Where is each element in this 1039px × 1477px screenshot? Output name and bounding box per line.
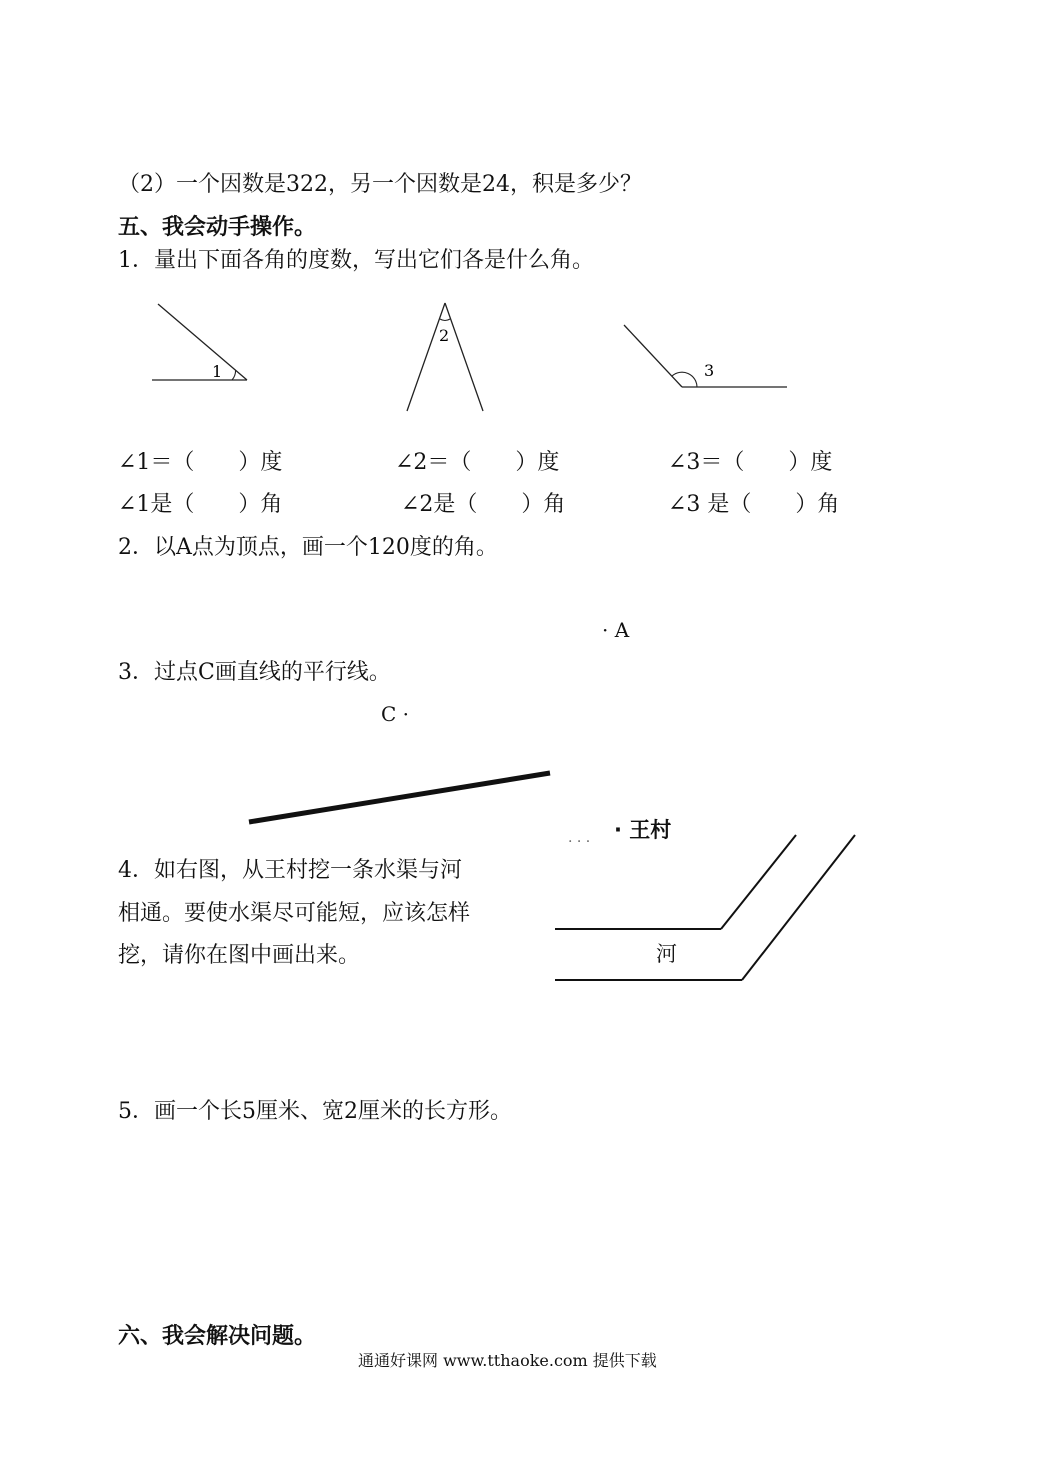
angle-2-label: 2 — [439, 326, 450, 345]
angle-2-type-blank: ∠2是（ ）角 — [401, 492, 566, 517]
point-a-label: · A — [602, 618, 630, 642]
footer-text: 通通好课网 www.tthaoke.com 提供下载 — [358, 1351, 657, 1370]
item-5-text: 5．画一个长5厘米、宽2厘米的长方形。 — [118, 1099, 512, 1124]
angle-3-degree-blank: ∠3＝（ ）度 — [668, 450, 833, 475]
section-6-title: 六、我会解决问题。 — [118, 1324, 317, 1349]
item-1-text: 1．量出下面各角的度数，写出它们各是什么角。 — [118, 248, 594, 273]
river-label: 河 — [656, 942, 677, 966]
village-label: · 王村 — [614, 818, 672, 842]
angle-3-type-blank: ∠3 是（ ）角 — [668, 492, 840, 517]
item-4-line-3: 挖，请你在图中画出来。 — [118, 943, 361, 968]
angle-3-label: 3 — [704, 361, 715, 380]
angle-2-degree-blank: ∠2＝（ ）度 — [395, 450, 560, 475]
question-2-text: （2）一个因数是322，另一个因数是24，积是多少？ — [118, 172, 642, 197]
angle-1-label: 1 — [212, 362, 223, 381]
angle-1-type-blank: ∠1是（ ）角 — [118, 492, 283, 517]
item-3-text: 3．过点C画直线的平行线。 — [118, 660, 391, 685]
angle-3-figure — [624, 325, 787, 387]
angle-1-figure — [152, 304, 247, 381]
item-4-line-2: 相通。要使水渠尽可能短，应该怎样 — [118, 901, 471, 926]
item-4-line-1: 4．如右图，从王村挖一条水渠与河 — [118, 858, 462, 883]
section-5-title: 五、我会动手操作。 — [118, 215, 317, 240]
given-straight-line — [249, 773, 550, 822]
angle-1-degree-blank: ∠1＝（ ）度 — [118, 450, 283, 475]
point-c-label: C · — [381, 702, 410, 726]
angle-2-figure — [407, 303, 483, 411]
village-dots: . . . — [568, 830, 591, 846]
item-2-text: 2．以A点为顶点，画一个120度的角。 — [118, 535, 498, 560]
river-figure — [555, 835, 855, 980]
